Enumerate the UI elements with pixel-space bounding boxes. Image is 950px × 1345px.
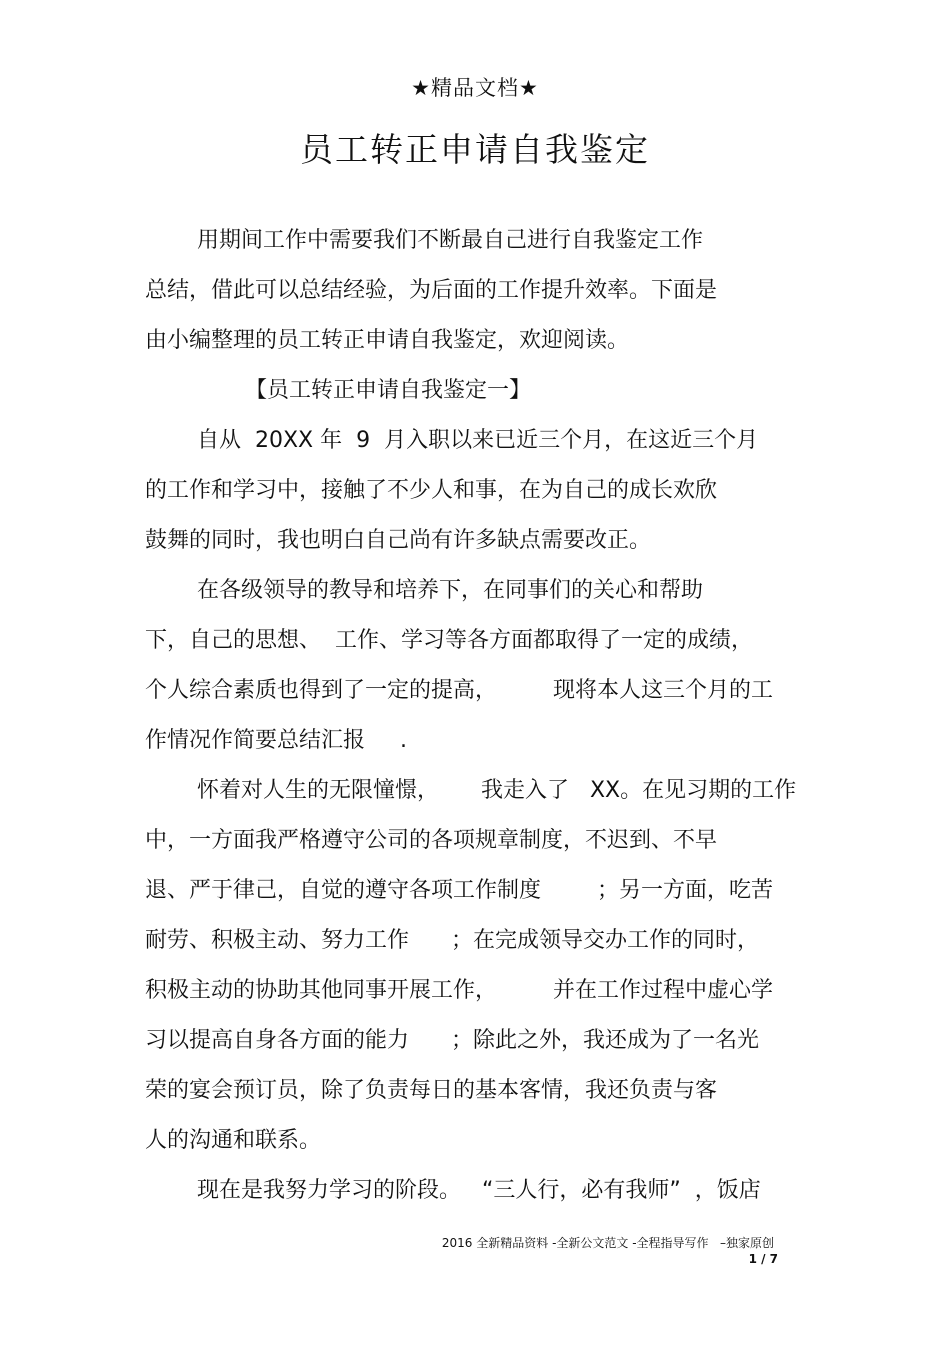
page-number: 1 / 7 <box>748 1252 778 1266</box>
body-line: 用期间工作中需要我们不断最自己进行自我鉴定工作 <box>197 228 704 253</box>
body-line: 荣的宴会预订员，除了负责每日的基本客情，我还负责与客 <box>145 1078 718 1103</box>
section-heading: 【员工转正申请自我鉴定一】 <box>245 378 532 403</box>
body-line: 习以提高自身各方面的能力 ；除此之外，我还成为了一名光 <box>145 1028 759 1053</box>
footer-note: 2016 全新精品资料 -全新公文范文 -全程指导写作 –独家原创 <box>441 1236 774 1250</box>
body-line: 由小编整理的员工转正申请自我鉴定，欢迎阅读。 <box>145 328 630 353</box>
body-line: 现在是我努力学习的阶段。 “三人行，必有我师” ，饭店 <box>197 1178 761 1203</box>
body-line: 作情况作简要总结汇报 . <box>145 728 407 753</box>
page-header-label: ★精品文档★ <box>411 76 539 100</box>
body-line: 的工作和学习中，接触了不少人和事，在为自己的成长欢欣 <box>145 478 718 503</box>
body-line: 下，自己的思想、 工作、学习等各方面都取得了一定的成绩， <box>145 628 753 653</box>
body-line: 人的沟通和联系。 <box>145 1128 322 1153</box>
document-body <box>145 224 805 1224</box>
body-line: 中，一方面我严格遵守公司的各项规章制度，不迟到、不早 <box>145 828 718 853</box>
body-line: 积极主动的协助其他同事开展工作， 并在工作过程中虚心学 <box>145 978 773 1003</box>
body-line: 怀着对人生的无限憧憬， 我走入了 XX。在见习期的工作 <box>197 778 797 803</box>
document-title: 员工转正申请自我鉴定 <box>300 130 650 169</box>
body-line: 退、严于律己，自觉的遵守各项工作制度 ；另一方面，吃苦 <box>145 878 773 903</box>
body-line: 自从 20XX 年 9 月入职以来已近三个月，在这近三个月 <box>197 428 759 453</box>
body-line: 鼓舞的同时，我也明白自己尚有许多缺点需要改正。 <box>145 528 652 553</box>
body-line: 在各级领导的教导和培养下，在同事们的关心和帮助 <box>197 578 704 603</box>
body-line: 耐劳、积极主动、努力工作 ；在完成领导交办工作的同时， <box>145 928 759 953</box>
body-line: 总结，借此可以总结经验，为后面的工作提升效率。下面是 <box>145 278 718 303</box>
body-line: 个人综合素质也得到了一定的提高， 现将本人这三个月的工 <box>145 678 773 703</box>
